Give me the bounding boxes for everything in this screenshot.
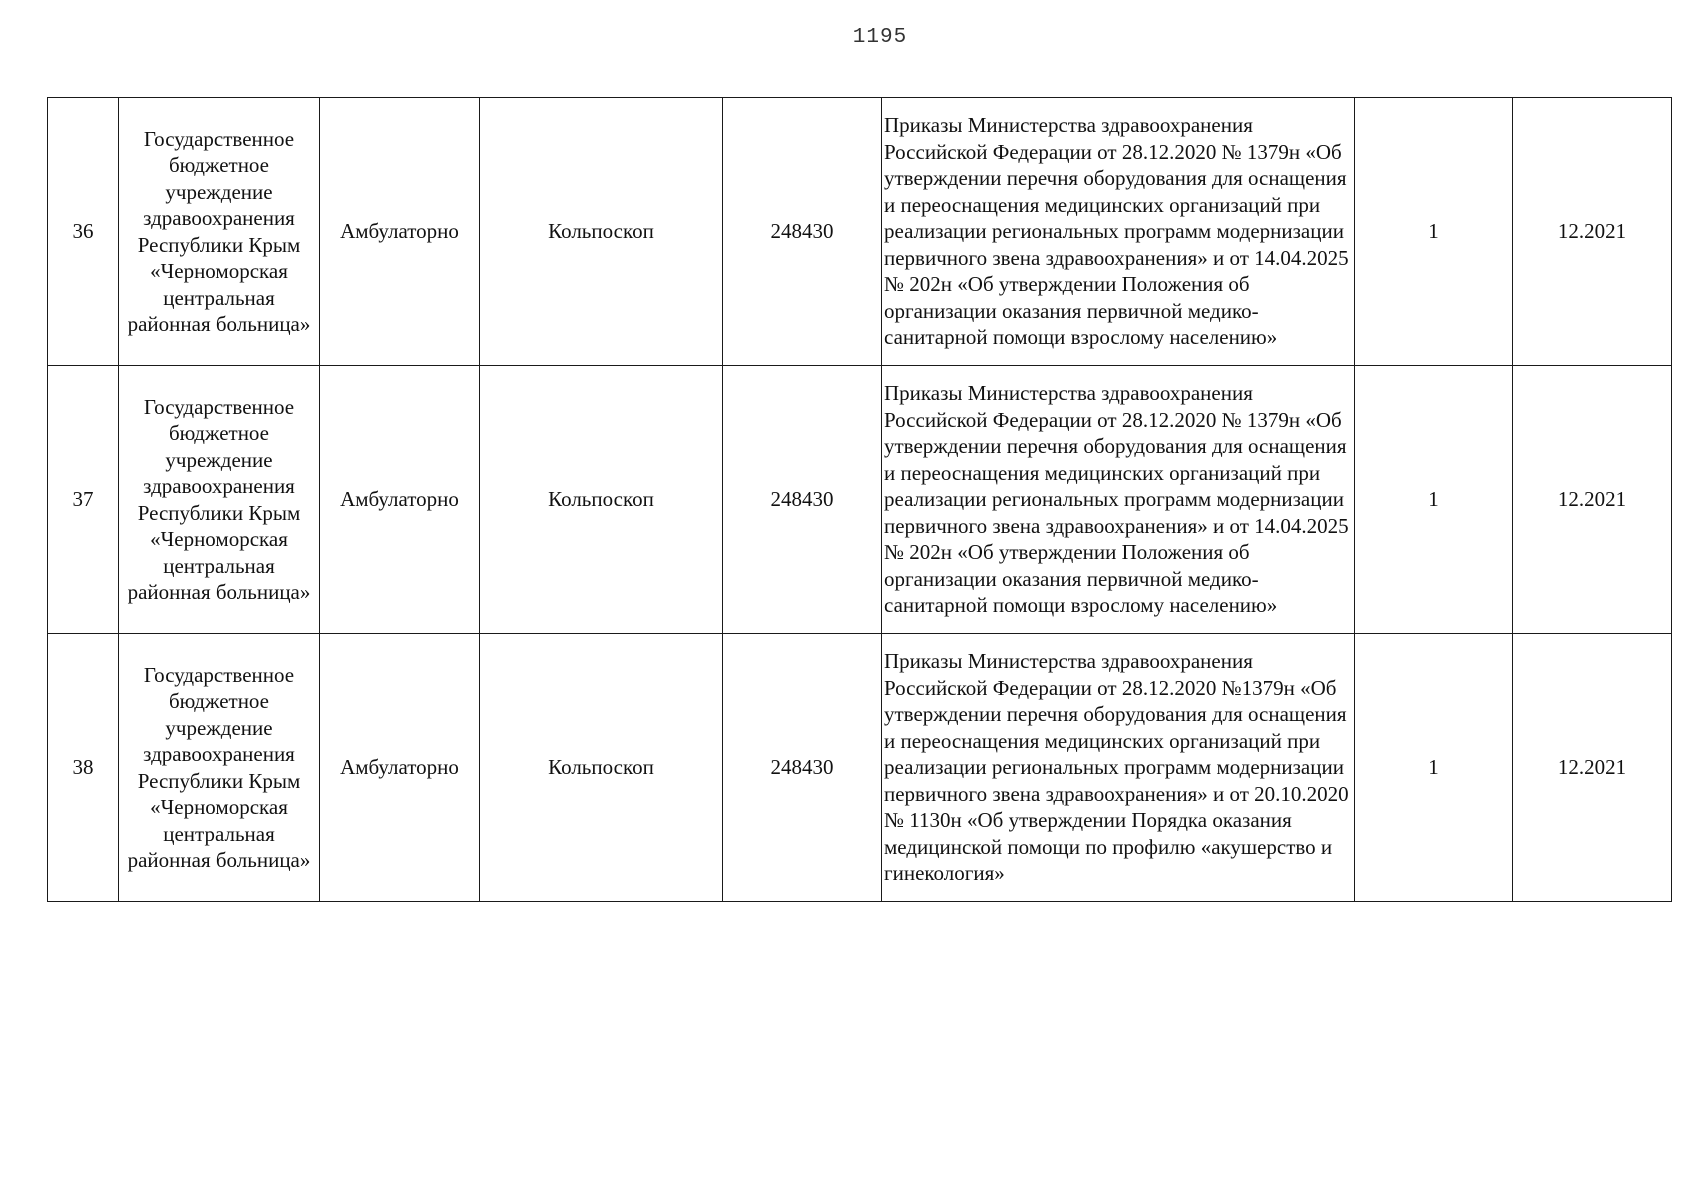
equipment-code-cell: 248430 [723, 366, 882, 634]
care-condition-cell: Амбулаторно [320, 634, 480, 902]
legal-basis-cell: Приказы Министерства здравоохранения Российской Федерации от 28.12.2020 № 1379н «Об утверждении перечня оборудования для оснащения и переоснащения медицинских организаций при реализации региональных программ модернизации первичного звена здравоохранения» и от 14.04.2025 № 202н «Об утверждении Положения об организации оказания первичной медико-санитарной помощи взрослому населению» [882, 366, 1355, 634]
date-cell: 12.2021 [1513, 98, 1672, 366]
legal-basis-cell: Приказы Министерства здравоохранения Российской Федерации от 28.12.2020 № 1379н «Об утверждении перечня оборудования для оснащения и переоснащения медицинских организаций при реализации региональных программ модернизации первичного звена здравоохранения» и от 14.04.2025 № 202н «Об утверждении Положения об организации оказания первичной медико-санитарной помощи взрослому населению» [882, 98, 1355, 366]
row-number-cell: 37 [48, 366, 119, 634]
quantity-cell: 1 [1355, 98, 1513, 366]
equipment-name-cell: Кольпоскоп [480, 366, 723, 634]
equipment-register-table [47, 97, 1672, 902]
quantity-cell: 1 [1355, 366, 1513, 634]
legal-basis-cell: Приказы Министерства здравоохранения Российской Федерации от 28.12.2020 №1379н «Об утверждении перечня оборудования для оснащения и переоснащения медицинских организаций при реализации региональных программ модернизации первичного звена здравоохранения» и от 20.10.2020 № 1130н «Об утверждении Порядка оказания медицинской помощи по профилю «акушерство и гинекология» [882, 634, 1355, 902]
row-number-cell: 38 [48, 634, 119, 902]
quantity-cell: 1 [1355, 634, 1513, 902]
organization-cell: Государственное бюджетное учреждение здравоохранения Республики Крым «Черноморская центральная районная больница» [119, 366, 320, 634]
table-row [48, 98, 1672, 366]
table-row [48, 634, 1672, 902]
equipment-code-cell: 248430 [723, 98, 882, 366]
care-condition-cell: Амбулаторно [320, 98, 480, 366]
care-condition-cell: Амбулаторно [320, 366, 480, 634]
row-number-cell: 36 [48, 98, 119, 366]
equipment-name-cell: Кольпоскоп [480, 634, 723, 902]
equipment-name-cell: Кольпоскоп [480, 98, 723, 366]
equipment-code-cell: 248430 [723, 634, 882, 902]
organization-cell: Государственное бюджетное учреждение здравоохранения Республики Крым «Черноморская центральная районная больница» [119, 634, 320, 902]
date-cell: 12.2021 [1513, 634, 1672, 902]
page-number: 1195 [852, 26, 908, 49]
date-cell: 12.2021 [1513, 366, 1672, 634]
table-row [48, 366, 1672, 634]
organization-cell: Государственное бюджетное учреждение здравоохранения Республики Крым «Черноморская центральная районная больница» [119, 98, 320, 366]
